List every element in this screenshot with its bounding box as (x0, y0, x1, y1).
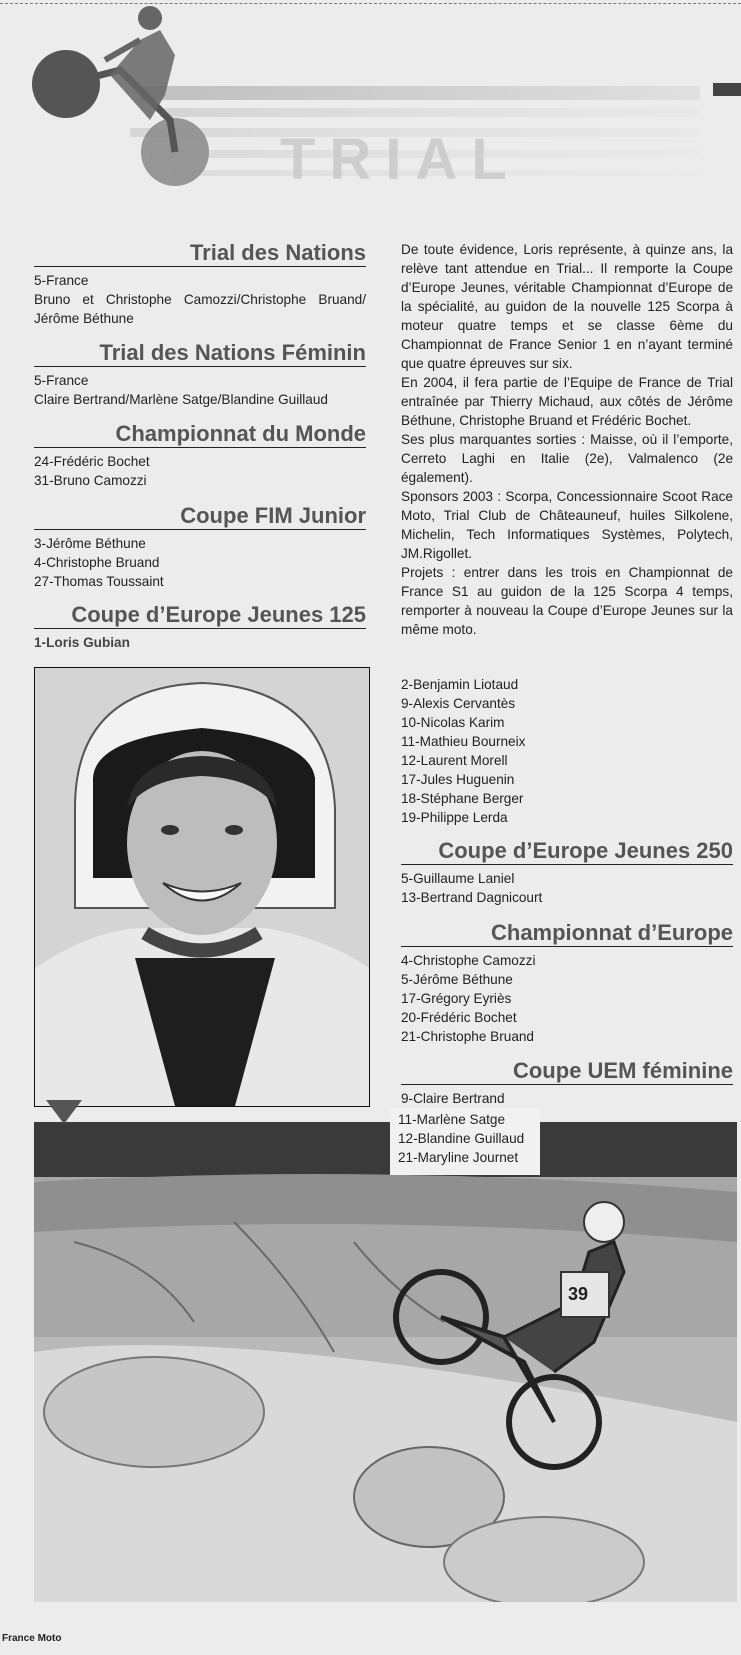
result-line: 27-Thomas Toussaint (34, 574, 164, 589)
section-heading: Championnat d’Europe (401, 920, 733, 947)
uem-overlay-list (390, 1108, 540, 1175)
result-line: 17-Grégory Eyriès (401, 991, 512, 1006)
result-line: 5-France (34, 273, 89, 288)
result-line: 20-Frédéric Bochet (401, 1010, 517, 1025)
article-paragraph: En 2004, il fera partie de l’Equipe de France de Trial entraînée par Thierry Michaud, aux côtés de Jérôme Béthune, Christophe Bruand et Frédéric Bochet. (401, 375, 733, 428)
result-line: 19-Philippe Lerda (401, 810, 508, 825)
winner-line: 1-Loris Gubian (34, 635, 130, 650)
result-line: 11-Marlène Satge (398, 1112, 506, 1127)
trial-header-title: TRIAL (280, 127, 521, 192)
result-line: 4-Christophe Bruand (34, 555, 160, 570)
portrait-photo (34, 667, 370, 1107)
section-heading: Coupe FIM Junior (34, 503, 366, 530)
result-line: 12-Blandine Guillaud (398, 1131, 525, 1146)
section-championnat-europe (401, 920, 733, 1046)
result-line: 17-Jules Huguenin (401, 772, 515, 787)
result-line: 12-Laurent Morell (401, 753, 508, 768)
result-line: 3-Jérôme Béthune (34, 536, 146, 551)
article-paragraph: Projets : entrer dans les trois en Championnat de France S1 au guidon de la 125 Scorpa 4 temps, remporter à nouveau la Coupe d’Europe Jeunes sur la même moto. (401, 565, 733, 637)
result-line: 9-Alexis Cervantès (401, 696, 516, 711)
helmet-portrait-illustration (35, 668, 369, 1106)
results-125-continued (401, 675, 733, 827)
section-coupe-fim-junior (34, 503, 366, 591)
motorcycle-rider-illustration (34, 1122, 737, 1602)
result-line: 2-Benjamin Liotaud (401, 677, 519, 692)
result-line: 13-Bertrand Dagnicourt (401, 890, 543, 905)
result-line: 18-Stéphane Berger (401, 791, 524, 806)
result-line: 5-Guillaume Laniel (401, 871, 515, 886)
result-line: 10-Nicolas Karim (401, 715, 505, 730)
result-line: 11-Mathieu Bourneix (401, 734, 526, 749)
article-paragraph: Ses plus marquantes sorties : Maisse, où il l’emporte, Cerreto Laghi en Italie (2e), Valmalenco (2e également). (401, 432, 733, 485)
section-heading: Coupe d’Europe Jeunes 250 (401, 838, 733, 865)
section-heading: Coupe UEM féminine (401, 1058, 733, 1085)
result-line: 21-Christophe Bruand (401, 1029, 534, 1044)
result-line: 21-Maryline Journet (398, 1150, 519, 1165)
section-trial-des-nations-feminin (34, 340, 366, 409)
result-line: Bruno et Christophe Camozzi/Christophe Bruand/ (34, 292, 366, 307)
action-photo (34, 1122, 737, 1602)
section-trial-des-nations (34, 240, 366, 328)
section-coupe-europe-jeunes-125 (34, 602, 366, 652)
section-championnat-du-monde (34, 421, 366, 490)
section-heading: Coupe d’Europe Jeunes 125 (34, 602, 366, 629)
result-line: 31-Bruno Camozzi (34, 473, 147, 488)
result-line: Jérôme Béthune (34, 311, 134, 326)
result-line: 5-France (34, 373, 89, 388)
section-coupe-europe-jeunes-250 (401, 838, 733, 907)
triangle-marker-icon (46, 1100, 82, 1124)
result-line: 5-Jérôme Béthune (401, 972, 513, 987)
section-heading: Championnat du Monde (34, 421, 366, 448)
article-paragraph: Sponsors 2003 : Scorpa, Concessionnaire Scoot Race Moto, Trial Club de Châteauneuf, huiles Silkolene, Michelin, Tech Informatiques Systèmes, Polytech, JM.Rigollet. (401, 489, 733, 561)
footer-brand: France Moto (2, 1633, 62, 1644)
result-line: 9-Claire Bertrand (401, 1091, 505, 1106)
article-paragraph: De toute évidence, Loris représente, à quinze ans, la relève tant attendue en Trial... Il remporte la Coupe d’Europe Jeunes, véritable Championnat d’Europe de la spécialité, au guidon de la nouvelle 125 Scorpa à moteur quatre temps et se classe 6ème du Championnat de France Senior 1 en n’ayant terminé que quatre épreuves sur six. (401, 242, 733, 371)
result-line: 4-Christophe Camozzi (401, 953, 536, 968)
result-line: Claire Bertrand/Marlène Satge/Blandine Guillaud (34, 392, 328, 407)
result-line: 24-Frédéric Bochet (34, 454, 150, 469)
trial-header-banner (0, 0, 741, 200)
section-heading: Trial des Nations (34, 240, 366, 267)
section-heading: Trial des Nations Féminin (34, 340, 366, 367)
section-coupe-uem-feminine (401, 1058, 733, 1108)
race-number: 39 (568, 1284, 589, 1304)
article-body (401, 240, 733, 639)
